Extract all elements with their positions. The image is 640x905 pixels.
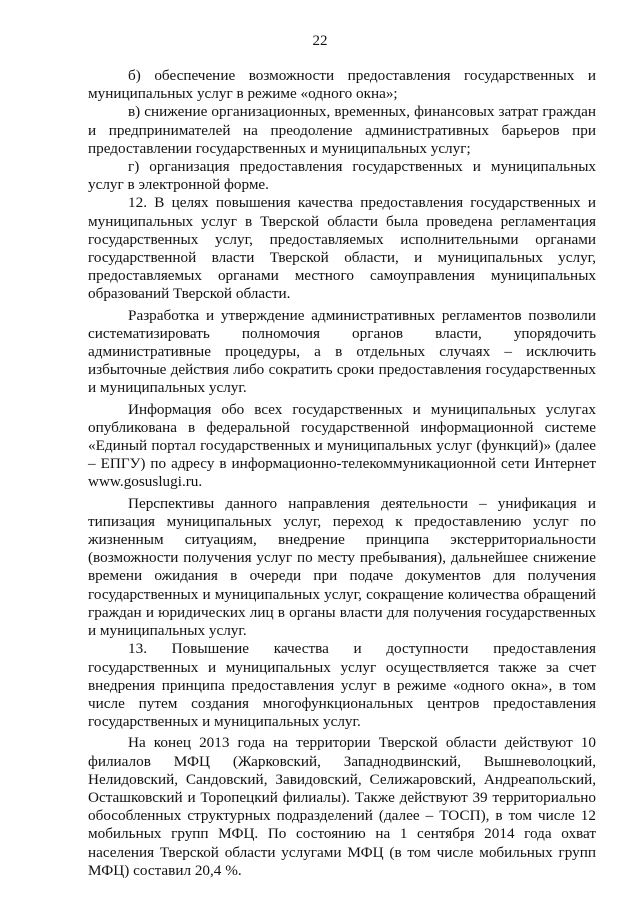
paragraph-mfc-status: На конец 2013 года на территории Тверской области действуют 10 филиалов МФЦ (Жарковский, Западнодвинский, Вышневолоцкий, Нелидовский, Сандовский, Завидовский, Селижаровский, Андреапольский, Осташковский и Торопецкий филиалы). Также действуют 39 территориально обособленных структурных подразделений (далее – ТОСП), в том числе 12 мобильных групп МФЦ. По состоянию на 1 сентября 2014 года охват населения Тверской области услугами МФЦ (в том числе мобильных групп МФЦ) составил 20,4 %. [88,734,596,879]
paragraph-item-g: г) организация предоставления государственных и муниципальных услуг в электронной форме. [88,158,596,194]
page-number: 22 [312,33,328,49]
paragraph-regulations: Разработка и утверждение административных регламентов позволили систематизировать полномочия органов власти, упорядочить административные процедуры, а в отдельных случаях – исключить избыточные действия либо сократить сроки предоставления государственных и муниципальных услуг. [88,306,596,397]
paragraph-epgu: Информация обо всех государственных и муниципальных услугах опубликована в федеральной государственной информационной системе «Единый портал государственных и муниципальных услуг (функций)» (далее – ЕПГУ) по адресу в информационно-телекоммуникационной сети Интернет www.gosuslugi.ru. [88,400,596,491]
paragraph-section-13: 13. Повышение качества и доступности предоставления государственных и муниципальных услуг осуществляется также за счет внедрения принципа предоставления услуг в режиме «одного окна», в том числе путем создания многофункциональных центров предоставления государственных и муниципальных услуг. [88,640,596,731]
document-body [88,67,596,880]
paragraph-section-12: 12. В целях повышения качества предоставления государственных и муниципальных услуг в Тверской области была проведена регламентация государственных услуг, предоставляемых исполнительными органами государственной власти Тверской области, и муниципальных услуг, предоставляемых органами местного самоуправления муниципальных образований Тверской области. [88,194,596,303]
paragraph-item-v: в) снижение организационных, временных, финансовых затрат граждан и предпринимателей на преодоление административных барьеров при предоставлении государственных и муниципальных услуг; [88,103,596,157]
paragraph-prospects: Перспективы данного направления деятельности – унификация и типизация муниципальных услуг, переход к предоставлению услуг по жизненным ситуациям, внедрение принципа экстерриториальности (возможности получения услуг по месту пребывания), дальнейшее снижение времени ожидания в очереди при подаче документов для получения государственных и муниципальных услуг, сокращение количества обращений граждан и юридических лиц в органы власти для получения государственных и муниципальных услуг. [88,494,596,640]
paragraph-item-b: б) обеспечение возможности предоставления государственных и муниципальных услуг в режиме «одного окна»; [88,67,596,103]
